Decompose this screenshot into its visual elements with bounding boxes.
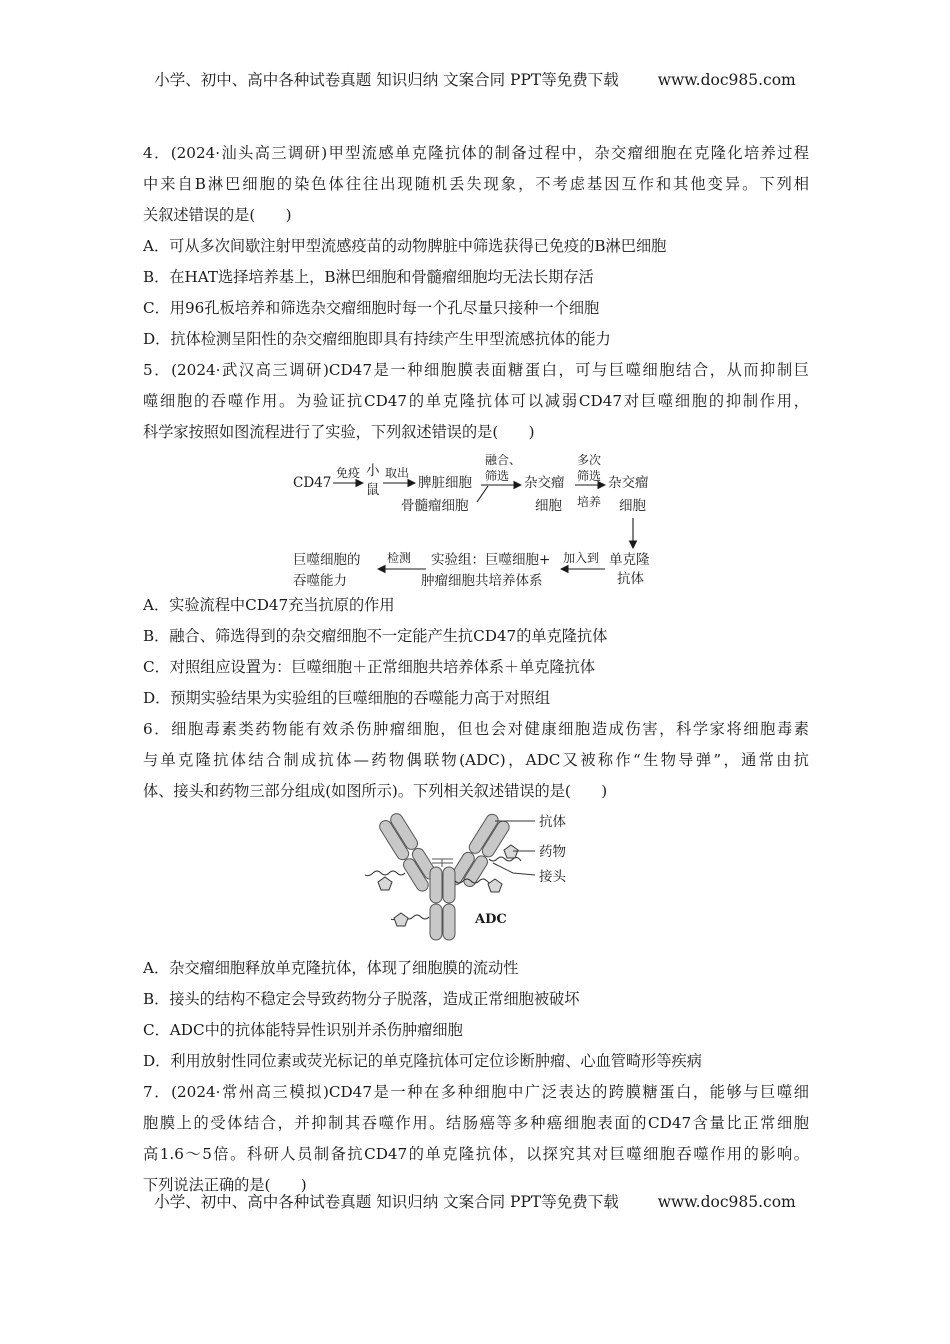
question-5 xyxy=(143,355,809,714)
diagram-add: 加入到 xyxy=(563,551,600,565)
question-4 xyxy=(143,138,809,355)
page-content xyxy=(143,138,809,1201)
diagram-mab-2: 抗体 xyxy=(617,571,644,587)
diagram-hybrid1-2: 细胞 xyxy=(535,498,562,514)
question-6-line-1: 6．细胞毒素类药物能有效杀伤肿瘤细胞，但也会对健康细胞造成伤害，科学家将细胞毒素 xyxy=(143,720,809,738)
question-5-option-d: D．预期实验结果为实验组的巨噬细胞的吞噬能力高于对照组 xyxy=(143,689,551,707)
question-7-line-2: 胞膜上的受体结合，并抑制其吞噬作用。结肠癌等多种癌细胞表面的CD47含量比正常细胞 xyxy=(143,1114,809,1132)
header-site: www.doc985.com xyxy=(657,71,796,89)
diagram-hybrid2-2: 细胞 xyxy=(619,498,646,514)
footer-text: 小学、初中、高中各种试卷真题 知识归纳 文案合同 PPT等免费下载 xyxy=(154,1193,619,1211)
question-7-line-1: 7．(2024·常州高三模拟)CD47是一种在多种细胞中广泛表达的跨膜糖蛋白，能够与巨噬细 xyxy=(143,1083,809,1101)
question-4-option-c: C．用96孔板培养和筛选杂交瘤细胞时每一个孔尽量只接种一个细胞 xyxy=(143,299,600,317)
diagram-myeloma: 骨髓瘤细胞 xyxy=(401,498,469,514)
diagram-mouse-2: 鼠 xyxy=(366,482,380,498)
diagram-immune: 免疫 xyxy=(336,466,361,480)
page-footer xyxy=(0,1190,950,1212)
question-6-option-a: A．杂交瘤细胞释放单克隆抗体，体现了细胞膜的流动性 xyxy=(143,959,519,977)
diagram-result-1: 巨噬细胞的 xyxy=(293,552,361,568)
question-5-option-b: B．融合、筛选得到的杂交瘤细胞不一定能产生抗CD47的单克隆抗体 xyxy=(143,627,608,645)
diagram-take: 取出 xyxy=(385,466,410,480)
question-6-line-3: 体、接头和药物三部分组成(如图所示)。下列相关叙述错误的是( ) xyxy=(143,782,608,800)
diagram-fuse-2: 筛选 xyxy=(485,469,510,483)
question-5-option-c: C．对照组应设置为：巨噬细胞＋正常细胞共培养体系＋单克隆抗体 xyxy=(143,658,596,676)
diagram-mab-1: 单克隆 xyxy=(609,552,650,568)
question-7 xyxy=(143,1077,809,1201)
question-5-line-1: 5．(2024·武汉高三调研)CD47是一种细胞膜表面糖蛋白，可与巨噬细胞结合，从而抑制巨 xyxy=(143,361,809,379)
diagram-multi-1: 多次 xyxy=(577,453,602,467)
question-6-line-2: 与单克隆抗体结合制成抗体—药物偶联物(ADC)，ADC又被称作“生物导弹”，通常由抗 xyxy=(143,751,809,769)
question-7-line-4: 下列说法正确的是( ) xyxy=(143,1176,307,1194)
question-7-line-3: 高1.6～5倍。科研人员制备抗CD47的单克隆抗体，以探究其对巨噬细胞吞噬作用的影响。 xyxy=(143,1145,809,1163)
antibody-right-arm xyxy=(447,812,511,894)
question-4-option-d: D．抗体检测呈阳性的杂交瘤细胞即具有持续产生甲型流感抗体的能力 xyxy=(143,330,611,348)
label-drug: 药物 xyxy=(539,844,566,860)
question-6-option-d: D．利用放射性同位素或荧光标记的单克隆抗体可定位诊断肿瘤、心血管畸形等疾病 xyxy=(143,1052,702,1070)
question-4-line-3: 关叙述错误的是( ) xyxy=(143,206,292,224)
question-5-line-3: 科学家按照如图流程进行了实验，下列叙述错误的是( ) xyxy=(143,423,535,441)
diagram-exp-2: 肿瘤细胞共培养体系 xyxy=(421,573,543,589)
diagram-spleen: 脾脏细胞 xyxy=(418,475,472,491)
adc-figure-svg xyxy=(143,807,809,953)
question-4-option-b: B．在HAT选择培养基上，B淋巴细胞和骨髓瘤细胞均无法长期存活 xyxy=(143,268,594,286)
figure-caption: ADC xyxy=(475,912,507,927)
flow-diagram-svg xyxy=(143,448,809,590)
diagram-exp-1: 实验组：巨噬细胞+ xyxy=(431,552,551,568)
question-6-option-b: B．接头的结构不稳定会导致药物分子脱落，造成正常细胞被破坏 xyxy=(143,990,580,1008)
question-4-line-1: 4．(2024·汕头高三调研)甲型流感单克隆抗体的制备过程中，杂交瘤细胞在克隆化培养过程 xyxy=(143,144,809,162)
diagram-cd47: CD47 xyxy=(293,475,332,491)
diagram-hybrid2-1: 杂交瘤 xyxy=(608,475,649,491)
flow-diagram xyxy=(143,448,809,590)
question-6 xyxy=(143,714,809,1077)
diagram-detect: 检测 xyxy=(387,551,412,565)
page-header xyxy=(0,68,950,90)
question-4-option-a: A．可从多次间歇注射甲型流感疫苗的动物脾脏中筛选获得已免疫的B淋巴细胞 xyxy=(143,237,667,255)
diagram-mouse-1: 小 xyxy=(366,463,380,479)
adc-figure xyxy=(143,807,809,953)
question-5-line-2: 噬细胞的吞噬作用。为验证抗CD47的单克隆抗体可以减弱CD47对巨噬细胞的抑制作用， xyxy=(143,392,809,410)
diagram-result-2: 吞噬能力 xyxy=(293,573,347,589)
label-antibody: 抗体 xyxy=(539,814,566,830)
label-linker: 接头 xyxy=(539,869,566,885)
diagram-multi-3: 培养 xyxy=(577,495,602,509)
question-5-option-a: A．实验流程中CD47充当抗原的作用 xyxy=(143,596,395,614)
footer-site: www.doc985.com xyxy=(657,1193,796,1211)
diagram-hybrid1-1: 杂交瘤 xyxy=(524,475,565,491)
join-line xyxy=(477,486,488,502)
header-text: 小学、初中、高中各种试卷真题 知识归纳 文案合同 PPT等免费下载 xyxy=(154,71,619,89)
diagram-multi-2: 筛选 xyxy=(577,469,602,483)
question-4-line-2: 中来自B淋巴细胞的染色体往往出现随机丢失现象，不考虑基因互作和其他变异。下列相 xyxy=(143,175,809,193)
question-6-option-c: C．ADC中的抗体能特异性识别并杀伤肿瘤细胞 xyxy=(143,1021,463,1039)
antibody-stem xyxy=(430,867,455,940)
linker-pointer xyxy=(493,863,535,875)
diagram-fuse-1: 融合、 xyxy=(485,453,522,467)
